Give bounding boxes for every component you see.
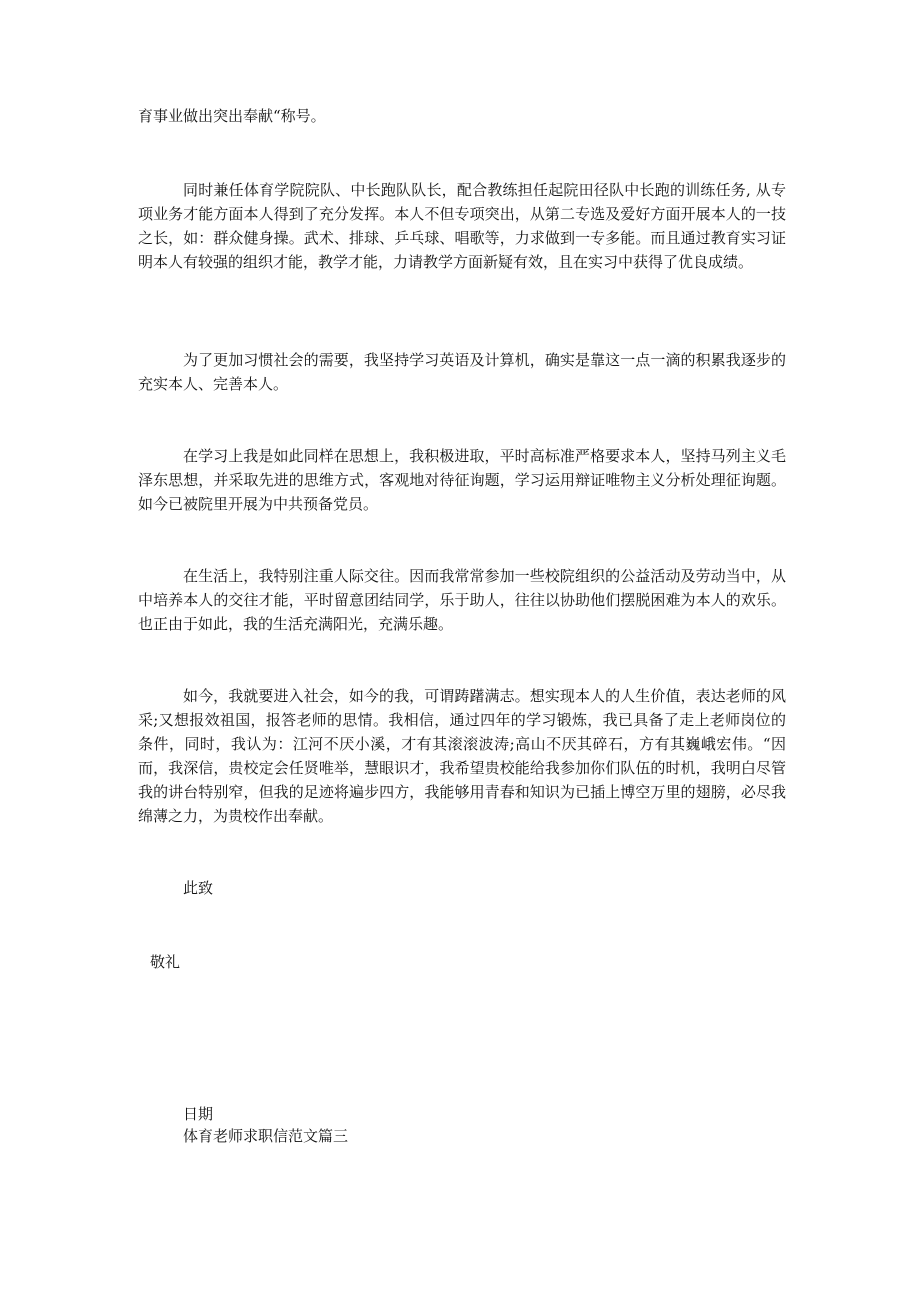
paragraph-aspiration: 如今，我就要进入社会，如今的我，可谓踌躇满志。想实现本人的人生价值，表达老师的风采;又想报效祖国，报答老师的思情。我相信，通过四年的学习锻炼，我已具备了走上老师岗位的条件，同时，我认为：江河不厌小溪，才有其滚滚波涛;高山不厌其碎石，方有其巍峨宏伟。“因而，我深信，贵校定会任贤唯举，慧眼识才，我希望贵校能给我参加你们队伍的时机，我明白尽管我的讲台特别窄，但我的足迹将遍步四方，我能够用青春和知识为已插上博空万里的翅膀，必尽我绵薄之力，为贵校作出奉献。 <box>138 687 786 825</box>
paragraph-study-thought: 在学习上我是如此同样在思想上，我积极进取，平时高标准严格要求本人，坚持马列主义毛泽东思想，并采取先进的思维方式，客观地对待征询题，学习运用辩证唯物主义分析处理征询题。如今已被院里开展为中共预备党员。 <box>138 447 786 513</box>
paragraph-english-computer: 为了更加习惯社会的需要，我坚持学习英语及计算机，确实是靠这一点一滴的积累我逐步的充实本人、完善本人。 <box>138 351 786 393</box>
salutation-text: 敬礼 <box>150 953 181 971</box>
paragraph-sports-team: 同时兼任体育学院院队、中长跑队队长，配合教练担任起院田径队中长跑的训练任务, 从专项业务才能方面本人得到了充分发挥。本人不但专项突出，从第二专选及爱好方面开展本人的一技之长，如：群众健身操。武术、排球、乒乓球、唱歌等，力求做到一专多能。而且通过教育实习证明本人有较强的组织才能，教学才能，力请教学方面新疑有效，且在实习中获得了优良成绩。 <box>138 181 786 271</box>
date-label: 日期 <box>183 1105 214 1123</box>
paragraph-life: 在生活上，我特别注重人际交往。因而我常常参加一些校院组织的公益活动及劳动当中，从中培养本人的交往才能，平时留意团结同学，乐于助人，往往以协助他们摆脱困难为本人的欢乐。也正由于如此，我的生活充满阳光，充满乐趣。 <box>138 567 786 633</box>
next-section-title: 体育老师求职信范文篇三 <box>183 1127 349 1145</box>
opening-fragment: 育事业做出突出奉献“称号。 <box>138 107 326 125</box>
closing-text: 此致 <box>183 879 214 897</box>
